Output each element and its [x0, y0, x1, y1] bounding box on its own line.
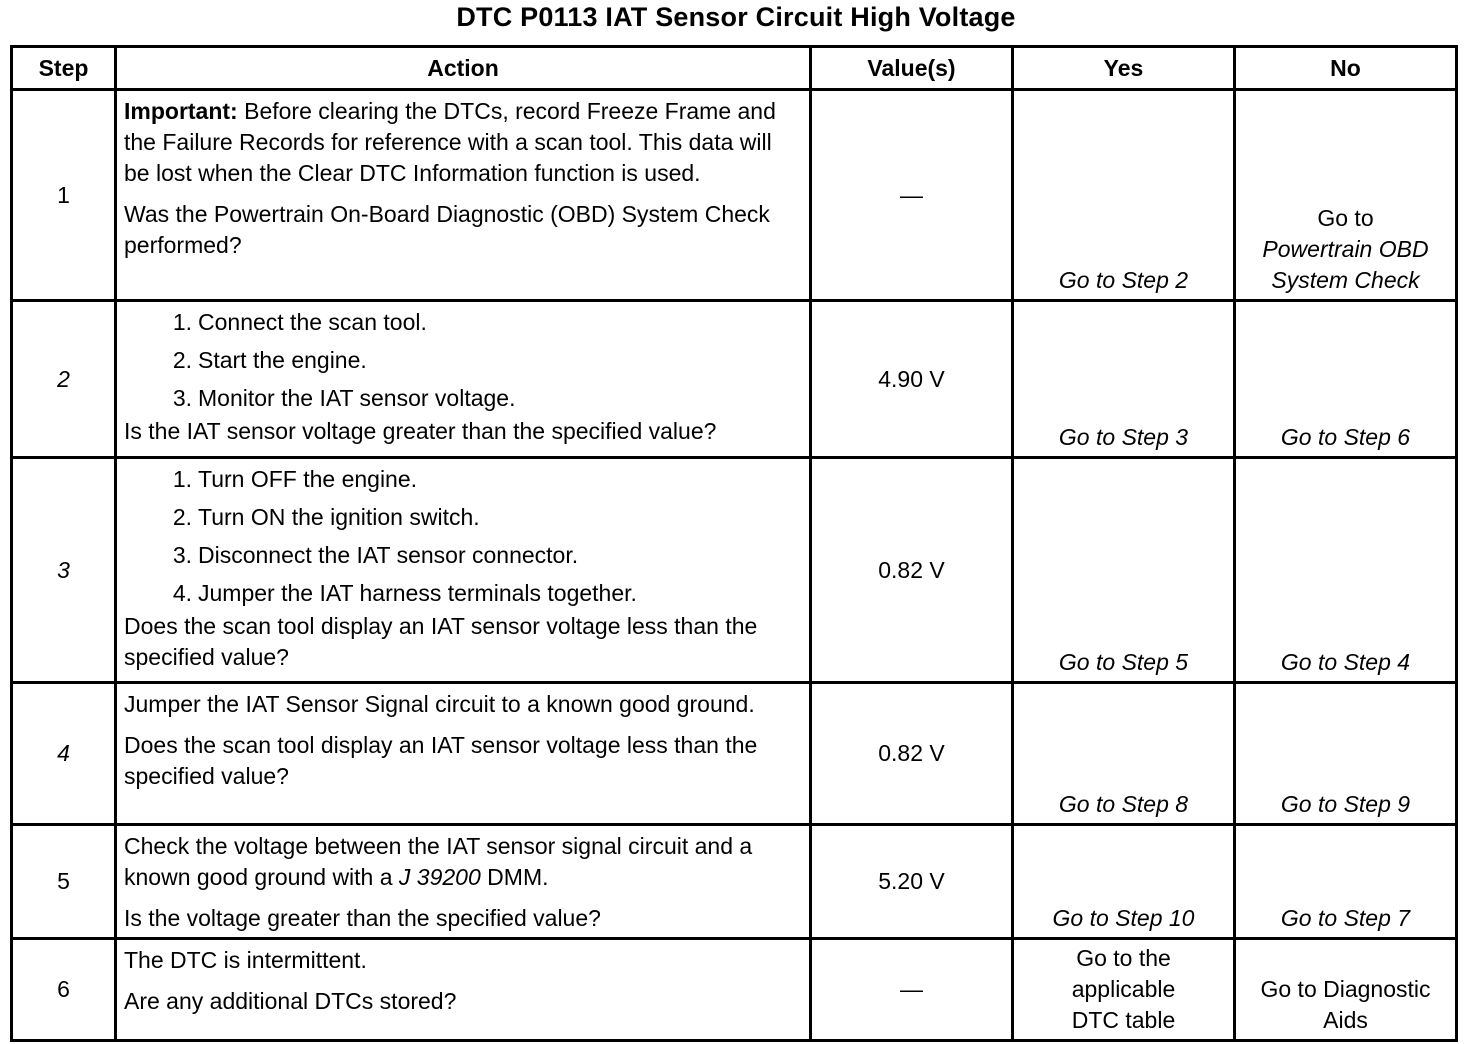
value-cell: — [811, 90, 1013, 301]
important-text: Before clearing the DTCs, record Freeze Frame and the Failure Records for reference with a scan tool. This data will be lost when the Clear DTC Information function is used. [124, 98, 776, 186]
table-row [12, 90, 1457, 301]
table-row [12, 683, 1457, 825]
document-title: DTC P0113 IAT Sensor Circuit High Voltage [456, 2, 1016, 32]
table-row [12, 825, 1457, 939]
yes-action: Go to the applicable DTC table [1013, 939, 1235, 1041]
action-text: Jumper the IAT Sensor Signal circuit to a known good ground. [124, 691, 755, 717]
action-cell [116, 825, 811, 939]
value-cell: 5.20 V [811, 825, 1013, 939]
step-question: Was the Powertrain On-Board Diagnostic (OBD) System Check performed? [124, 201, 770, 258]
diagnostic-table [10, 45, 1458, 1042]
action-cell [116, 939, 811, 1041]
substep: 3. Monitor the IAT sensor voltage. [172, 385, 516, 411]
table-row [12, 301, 1457, 458]
header-yes: Yes [1013, 47, 1235, 90]
header-action: Action [116, 47, 811, 90]
step-number: 1 [12, 90, 116, 301]
action-text: The DTC is intermittent. [124, 947, 367, 973]
header-step: Step [12, 47, 116, 90]
substep-list [124, 464, 803, 609]
no-action-prefix: Go to [1317, 205, 1374, 231]
table-row [12, 939, 1457, 1041]
no-action: Go to Step 7 [1235, 825, 1457, 939]
tool-reference: J 39200 [398, 864, 481, 890]
value-cell: 0.82 V [811, 458, 1013, 683]
action-cell [116, 301, 811, 458]
step-question: Are any additional DTCs stored? [124, 988, 457, 1014]
no-action: Go to Step 6 [1235, 301, 1457, 458]
header-value: Value(s) [811, 47, 1013, 90]
yes-action: Go to Step 8 [1013, 683, 1235, 825]
action-cell [116, 458, 811, 683]
step-question: Is the voltage greater than the specified value? [124, 905, 601, 931]
important-label: Important: [124, 98, 238, 124]
table-row [12, 458, 1457, 683]
yes-action: Go to Step 2 [1013, 90, 1235, 301]
substep: 1. Connect the scan tool. [172, 309, 427, 335]
substep: 1. Turn OFF the engine. [172, 466, 418, 492]
no-action [1235, 90, 1457, 301]
step-number: 6 [12, 939, 116, 1041]
step-question: Does the scan tool display an IAT sensor voltage less than the specified value? [124, 613, 758, 670]
no-action: Go to Step 4 [1235, 458, 1457, 683]
yes-action: Go to Step 3 [1013, 301, 1235, 458]
header-no: No [1235, 47, 1457, 90]
substep-list [124, 307, 803, 414]
yes-action: Go to Step 5 [1013, 458, 1235, 683]
substep: 4. Jumper the IAT harness terminals together. [172, 580, 637, 606]
step-question: Is the IAT sensor voltage greater than the specified value? [124, 418, 717, 444]
important-note [124, 96, 803, 189]
step-number: 5 [12, 825, 116, 939]
step-number: 2 [12, 301, 116, 458]
action-cell [116, 90, 811, 301]
step-number: 3 [12, 458, 116, 683]
no-action: Go to Step 9 [1235, 683, 1457, 825]
substep: 2. Start the engine. [172, 347, 367, 373]
value-cell: — [811, 939, 1013, 1041]
no-action-link: Powertrain OBD System Check [1262, 236, 1429, 293]
substep: 2. Turn ON the ignition switch. [172, 504, 480, 530]
value-cell: 4.90 V [811, 301, 1013, 458]
header-row [12, 47, 1457, 90]
step-number: 4 [12, 683, 116, 825]
value-cell: 0.82 V [811, 683, 1013, 825]
action-cell [116, 683, 811, 825]
substep: 3. Disconnect the IAT sensor connector. [172, 542, 579, 568]
step-question: Does the scan tool display an IAT sensor voltage less than the specified value? [124, 732, 758, 789]
yes-action: Go to Step 10 [1013, 825, 1235, 939]
action-text: Check the voltage between the IAT sensor signal circuit and a known good ground with a J 39200 DMM. [124, 833, 753, 890]
no-action: Go to Diagnostic Aids [1235, 939, 1457, 1041]
